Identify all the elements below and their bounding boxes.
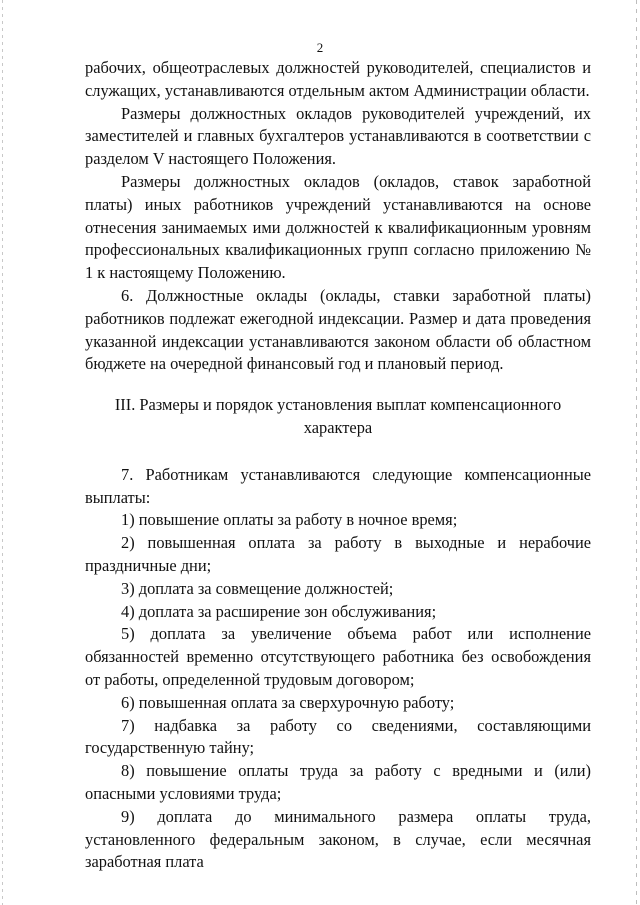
document-body: [85, 57, 591, 874]
list-item: 2) повышенная оплата за работу в выходные и нерабочие праздничные дни;: [85, 533, 591, 575]
section-heading-line-2: характера: [303, 417, 373, 437]
list-item: 4) доплата за расширение зон обслуживания;: [121, 601, 437, 621]
page-number: 2: [316, 40, 324, 55]
list-item: 7) надбавка за работу со сведениями, составляющими государственную тайну;: [85, 715, 591, 758]
list-item: 6) повышенная оплата за сверхурочную работу;: [121, 692, 455, 712]
list-item: 8) повышение оплаты труда за работу с вредными и (или) опасными условиями труда;: [85, 761, 591, 803]
section-heading: [85, 394, 591, 440]
paragraph-indexation: 6. Должностные оклады (оклады, ставки заработной платы) работников подлежат ежегодной индексации. Размер и дата проведения указанной индексации устанавливаются законом области об областном бюджете на очередной финансовый год и плановый период.: [85, 285, 591, 374]
paragraph-head-salaries: Размеры должностных окладов руководителей учреждений, их заместителей и главных бухгалтеров устанавливаются в соответствии с разделом V настоящего Положения.: [85, 103, 591, 169]
list-item: 9) доплата до минимального размера оплаты труда, установленного федеральным законом, в случае, если месячная заработная плата: [85, 806, 591, 872]
paragraph-continuation: рабочих, общеотраслевых должностей руководителей, специалистов и служащих, устанавливаются отдельным актом Администрации области.: [85, 58, 591, 100]
scan-edge-left: [2, 0, 3, 905]
list-item: 3) доплата за совмещение должностей;: [121, 578, 394, 598]
list-item: 5) доплата за увеличение объема работ или исполнение обязанностей временно отсутствующего работника без освобождения от работы, определенной трудовым договором;: [85, 624, 591, 689]
list-item: 1) повышение оплаты за работу в ночное время;: [121, 510, 458, 530]
section-heading-line-1: III. Размеры и порядок установления выплат компенсационного: [114, 395, 562, 415]
scan-edge-right: [636, 0, 637, 905]
paragraph-other-salaries: Размеры должностных окладов (окладов, ставок заработной платы) иных работников учреждений устанавливаются на основе отнесения занимаемых ими должностей к квалификационным уровням профессиональных квалификационных групп согласно приложению № 1 к настоящему Положению.: [85, 171, 591, 283]
list-intro: 7. Работникам устанавливаются следующие компенсационные выплаты:: [85, 464, 591, 507]
